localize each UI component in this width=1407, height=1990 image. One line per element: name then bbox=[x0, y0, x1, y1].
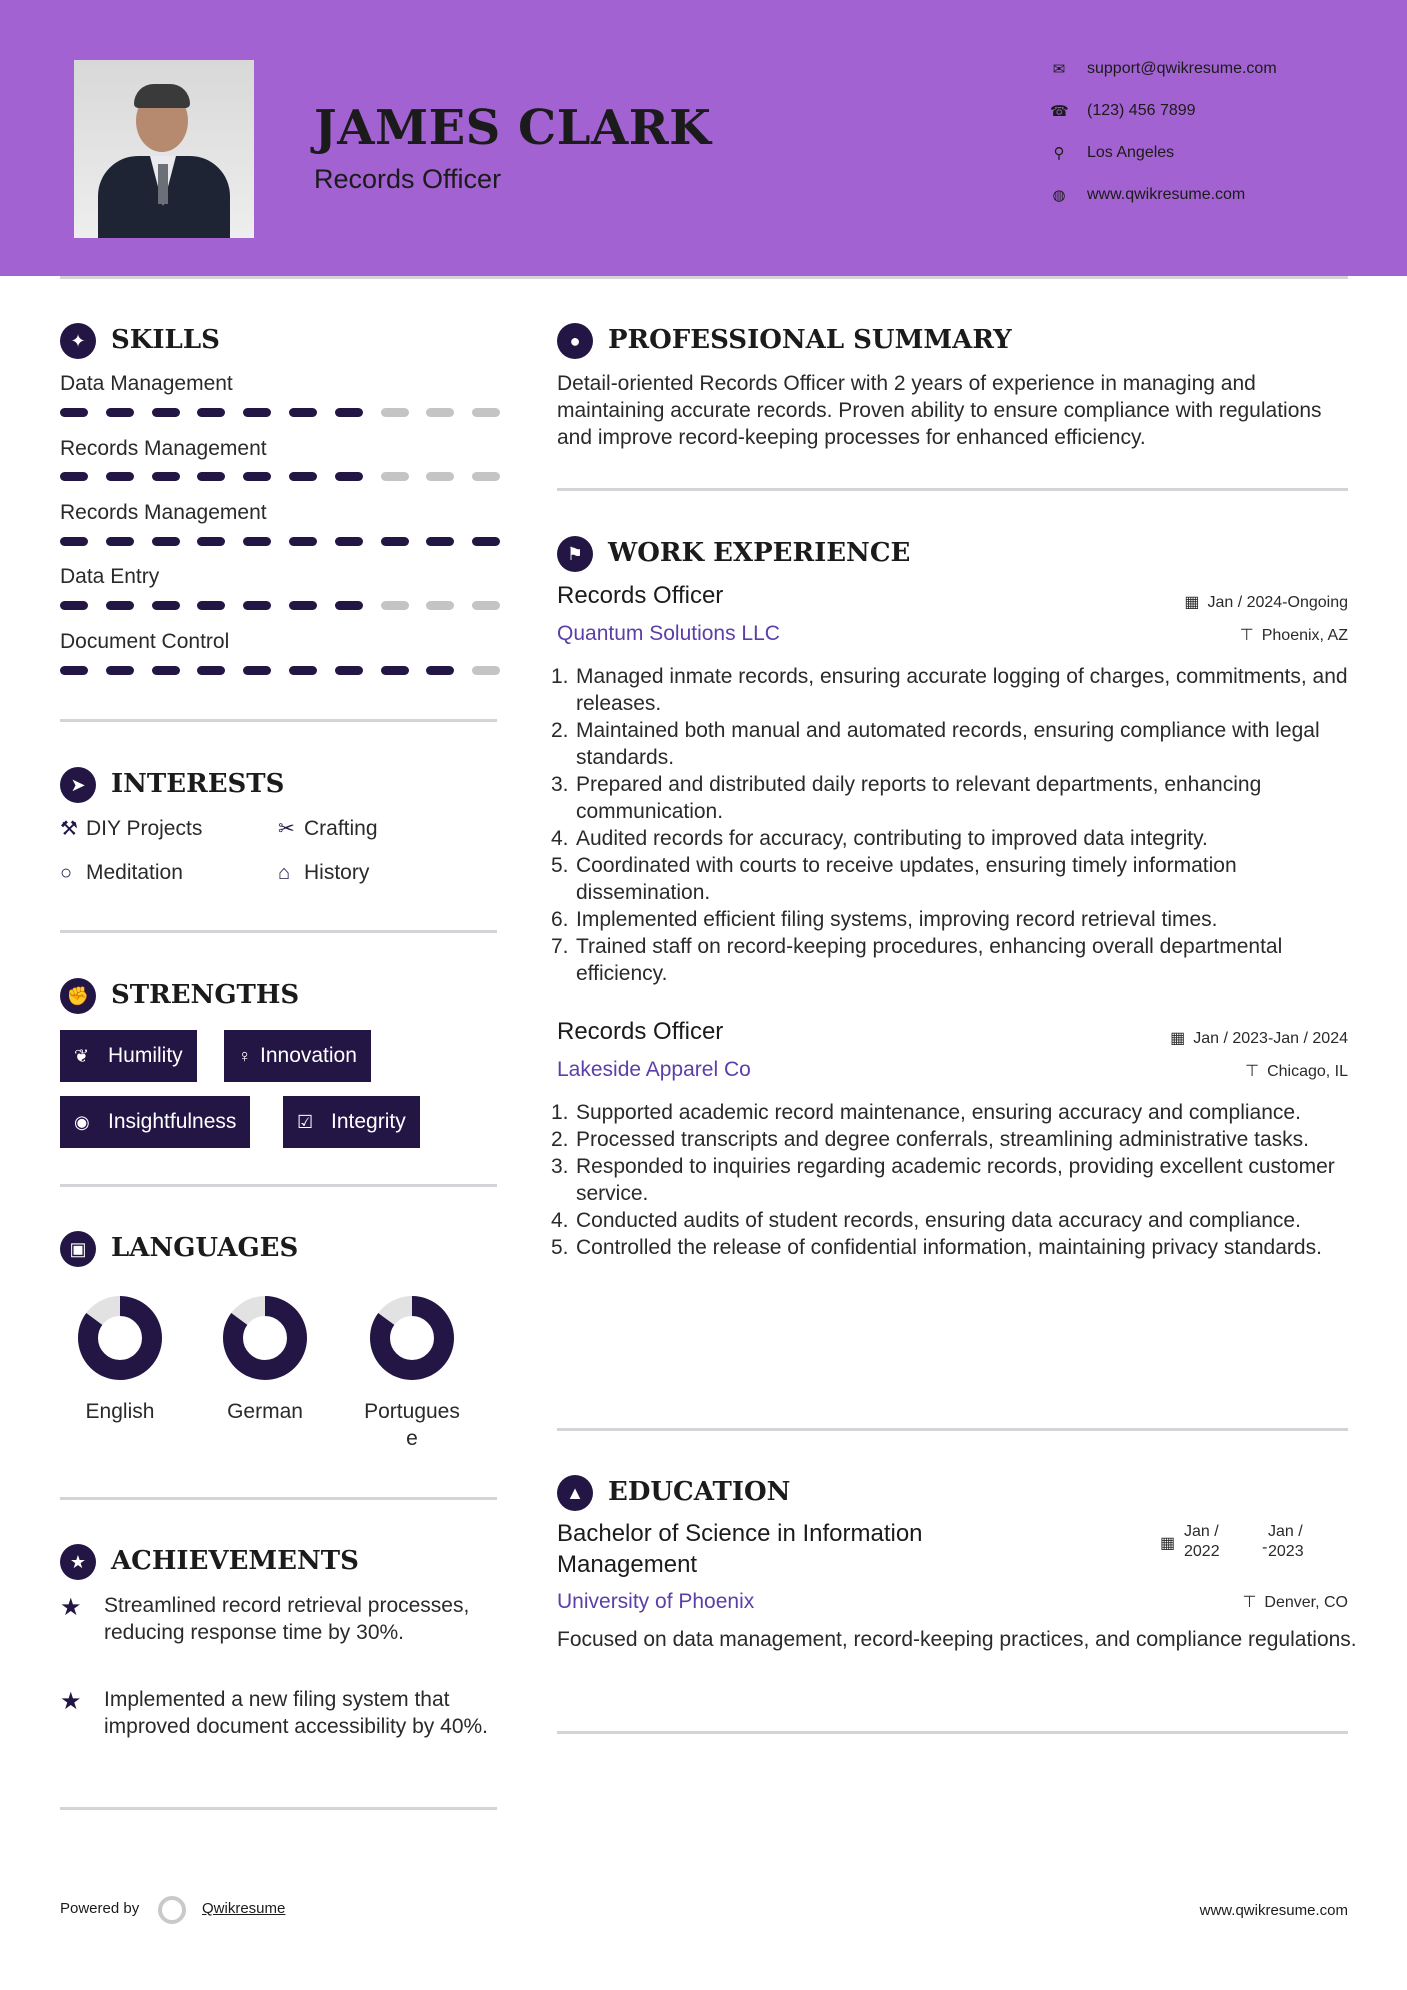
list-item: 4. Conducted audits of student records, ensuring data accuracy and compliance. bbox=[551, 1209, 1301, 1232]
interest-item: ⚒ DIY Projects bbox=[60, 817, 203, 840]
school-name: University of Phoenix bbox=[557, 1590, 755, 1613]
edu-date-end: Jan / 2023 bbox=[1268, 1523, 1304, 1560]
skill-dot bbox=[106, 601, 134, 610]
skill-rating bbox=[60, 666, 500, 676]
interest-item: ○ Meditation bbox=[60, 861, 183, 884]
summary-heading: PROFESSIONAL SUMMARY bbox=[608, 325, 1012, 355]
skill-dot bbox=[60, 601, 88, 610]
list-item: 4. Audited records for accuracy, contributing to improved data integrity. bbox=[551, 827, 1208, 850]
skill-dot bbox=[106, 472, 134, 481]
skill-dot bbox=[426, 472, 454, 481]
skill-label: Data Management bbox=[60, 372, 233, 395]
skill-dot bbox=[60, 666, 88, 675]
language-level-chart bbox=[77, 1295, 163, 1381]
skill-dot bbox=[152, 666, 180, 675]
skill-dot bbox=[197, 537, 225, 546]
skill-dot bbox=[472, 472, 500, 481]
star-badge-icon: ★ bbox=[60, 1544, 96, 1580]
section-divider bbox=[557, 1731, 1348, 1734]
lightbulb-icon: ✦ bbox=[60, 323, 96, 359]
skill-dot bbox=[289, 666, 317, 675]
pin-icon: ⊤ bbox=[1242, 1594, 1257, 1611]
job-date: ▦ Jan / 2024-Ongoing bbox=[1184, 594, 1348, 611]
pin-icon: ⊤ bbox=[1239, 627, 1254, 644]
skill-label: Document Control bbox=[60, 630, 230, 653]
list-item: 3. Responded to inquiries regarding academic records, providing excellent customer service. bbox=[551, 1155, 1335, 1205]
profile-photo bbox=[74, 60, 254, 238]
achievements-heading: ACHIEVEMENTS bbox=[111, 1546, 359, 1576]
languages-heading: LANGUAGES bbox=[111, 1233, 299, 1263]
list-item: 1. Supported academic record maintenance, ensuring accuracy and compliance. bbox=[551, 1101, 1301, 1124]
skill-label: Data Entry bbox=[60, 565, 160, 588]
skill-dot bbox=[426, 408, 454, 417]
interest-item: ✂ Crafting bbox=[278, 817, 378, 840]
skill-dot bbox=[243, 408, 271, 417]
list-item: 2. Processed transcripts and degree conferrals, streamlining administrative tasks. bbox=[551, 1128, 1309, 1151]
skill-dot bbox=[335, 408, 363, 417]
skill-dot bbox=[472, 666, 500, 675]
language-level-chart bbox=[369, 1295, 455, 1381]
skill-dot bbox=[197, 472, 225, 481]
edu-location: ⊤ Denver, CO bbox=[1242, 1594, 1348, 1611]
section-divider bbox=[60, 1184, 497, 1187]
strength-tag: ◉ Insightfulness bbox=[60, 1096, 250, 1148]
job-date: ▦ Jan / 2023-Jan / 2024 bbox=[1170, 1030, 1348, 1047]
skill-rating bbox=[60, 408, 500, 418]
wrench-icon: ⚒ bbox=[60, 818, 78, 840]
skill-dot bbox=[289, 408, 317, 417]
language-level-chart bbox=[222, 1295, 308, 1381]
skill-dot bbox=[472, 537, 500, 546]
skill-dot bbox=[426, 601, 454, 610]
skill-dot bbox=[335, 537, 363, 546]
skill-label: Records Management bbox=[60, 501, 267, 524]
job-location: ⊤ Chicago, IL bbox=[1245, 1063, 1348, 1080]
skill-dot bbox=[60, 408, 88, 417]
pin-icon: ⊤ bbox=[1245, 1063, 1260, 1080]
calendar-icon: ▦ bbox=[1170, 1030, 1186, 1047]
skill-rating bbox=[60, 472, 500, 482]
bank-icon: ⌂ bbox=[278, 862, 291, 884]
language-label: German bbox=[227, 1400, 303, 1423]
paper-plane-icon: ➤ bbox=[60, 767, 96, 803]
language-label: English bbox=[85, 1400, 155, 1423]
check-square-icon: ☑ bbox=[297, 1112, 314, 1132]
job-location: ⊤ Phoenix, AZ bbox=[1239, 627, 1348, 644]
skill-dot bbox=[289, 601, 317, 610]
skill-dot bbox=[289, 537, 317, 546]
fist-icon: ✊ bbox=[60, 978, 96, 1014]
skill-dot bbox=[381, 666, 409, 675]
header-divider bbox=[60, 276, 1348, 279]
skill-dot bbox=[289, 472, 317, 481]
list-item: 1. Managed inmate records, ensuring accurate logging of charges, commitments, and releases. bbox=[551, 665, 1348, 715]
eye-icon: ◉ bbox=[74, 1112, 90, 1132]
calendar-icon: ▦ bbox=[1160, 1535, 1176, 1552]
skill-dot bbox=[335, 666, 363, 675]
job-responsibilities bbox=[551, 1099, 1357, 1261]
skill-dot bbox=[106, 666, 134, 675]
section-divider bbox=[60, 930, 497, 933]
skill-dot bbox=[152, 537, 180, 546]
skill-dot bbox=[197, 666, 225, 675]
skill-dot bbox=[472, 601, 500, 610]
skill-dot bbox=[243, 472, 271, 481]
footer-website-link[interactable]: www.qwikresume.com bbox=[1199, 1902, 1348, 1919]
skill-dot bbox=[60, 472, 88, 481]
calendar-icon: ▦ bbox=[1184, 594, 1200, 611]
experience-heading: WORK EXPERIENCE bbox=[608, 538, 911, 568]
skill-label: Records Management bbox=[60, 437, 267, 460]
degree-title: Bachelor of Science in Information Management bbox=[557, 1520, 923, 1578]
skill-dot bbox=[243, 537, 271, 546]
list-item: 7. Trained staff on record-keeping procedures, enhancing overall departmental efficiency. bbox=[551, 935, 1283, 985]
lightbulb-icon: ♀ bbox=[238, 1046, 252, 1066]
skill-dot bbox=[381, 408, 409, 417]
skill-dot bbox=[381, 472, 409, 481]
interest-item: ⌂ History bbox=[278, 861, 370, 884]
skill-dot bbox=[335, 601, 363, 610]
section-divider bbox=[60, 719, 497, 722]
candidate-role: Records Officer bbox=[314, 164, 502, 194]
company-name: Lakeside Apparel Co bbox=[557, 1058, 751, 1081]
skill-rating bbox=[60, 601, 500, 611]
interests-heading: INTERESTS bbox=[111, 769, 285, 799]
qwikresume-link[interactable]: Qwikresume bbox=[202, 1900, 286, 1917]
list-item: 6. Implemented efficient filing systems, improving record retrieval times. bbox=[551, 908, 1218, 931]
star-icon: ★ bbox=[60, 1688, 82, 1715]
strength-tag: ♀ Innovation bbox=[224, 1030, 371, 1082]
skill-dot bbox=[381, 537, 409, 546]
skills-heading: SKILLS bbox=[111, 325, 220, 355]
summary-text: Detail-oriented Records Officer with 2 years of experience in managing and maintaining accurate records. Proven ability to ensure compliance with regulations and improve record-keeping processes for enhanced efficiency. bbox=[557, 372, 1322, 449]
skill-dot bbox=[152, 472, 180, 481]
circle-icon: ○ bbox=[60, 862, 73, 884]
section-divider bbox=[60, 1497, 497, 1500]
list-item: 2. Maintained both manual and automated records, ensuring compliance with legal standards. bbox=[551, 719, 1320, 769]
resume-header: JAMES CLARK Records Officer ✉ support@qwikresume.com ☎ (123) 456 7899 ⚲ Los Angeles ◍ www.qwikresume.com bbox=[0, 0, 1407, 276]
strength-tag: ☑ Integrity bbox=[283, 1096, 420, 1148]
strengths-heading: STRENGTHS bbox=[111, 980, 300, 1010]
star-icon: ★ bbox=[60, 1594, 82, 1621]
job-responsibilities bbox=[551, 663, 1357, 987]
office-chair-icon: ⚑ bbox=[557, 536, 593, 572]
language-label: Portugues e bbox=[364, 1400, 460, 1450]
strength-tag: ❦ Humility bbox=[60, 1030, 197, 1082]
section-divider bbox=[557, 488, 1348, 491]
skill-dot bbox=[381, 601, 409, 610]
education-heading: EDUCATION bbox=[608, 1477, 791, 1507]
skill-dot bbox=[197, 408, 225, 417]
user-icon: ● bbox=[557, 323, 593, 359]
skill-dot bbox=[106, 408, 134, 417]
education-description: Focused on data management, record-keeping practices, and compliance regulations. bbox=[557, 1628, 1357, 1651]
phone-icon: ☎ bbox=[1050, 103, 1069, 120]
company-name: Quantum Solutions LLC bbox=[557, 622, 780, 645]
skill-dot bbox=[106, 537, 134, 546]
skill-dot bbox=[472, 408, 500, 417]
qwikresume-logo bbox=[158, 1896, 186, 1924]
skill-dot bbox=[426, 666, 454, 675]
skill-rating bbox=[60, 537, 500, 547]
edu-date-start: Jan / 2022 bbox=[1184, 1523, 1220, 1560]
skill-dot bbox=[335, 472, 363, 481]
edu-date-separator: - bbox=[1262, 1539, 1268, 1556]
list-item: 5. Coordinated with courts to receive updates, ensuring timely information dissemination. bbox=[551, 854, 1237, 904]
map-pin-icon: ⚲ bbox=[1053, 145, 1065, 162]
skill-dot bbox=[197, 601, 225, 610]
graduate-icon: ▲ bbox=[557, 1475, 593, 1511]
candidate-name: JAMES CLARK bbox=[314, 100, 712, 156]
list-item: 5. Controlled the release of confidential information, maintaining privacy standards. bbox=[551, 1236, 1322, 1259]
skill-dot bbox=[152, 601, 180, 610]
skill-dot bbox=[426, 537, 454, 546]
envelope-icon: ✉ bbox=[1052, 61, 1066, 78]
skill-dot bbox=[243, 601, 271, 610]
list-item: 3. Prepared and distributed daily reports to relevant departments, enhancing communication. bbox=[551, 773, 1262, 823]
job-title: Records Officer bbox=[557, 582, 724, 609]
section-divider bbox=[60, 1807, 497, 1810]
skill-dot bbox=[152, 408, 180, 417]
scissors-icon: ✂ bbox=[278, 818, 295, 840]
powered-by-label: Powered by bbox=[60, 1900, 140, 1917]
skill-dot bbox=[243, 666, 271, 675]
leaf-icon: ❦ bbox=[74, 1046, 90, 1066]
job-title: Records Officer bbox=[557, 1018, 724, 1045]
translate-icon: ▣ bbox=[60, 1231, 96, 1267]
section-divider bbox=[557, 1428, 1348, 1431]
globe-icon: ◍ bbox=[1052, 187, 1066, 204]
skill-dot bbox=[60, 537, 88, 546]
